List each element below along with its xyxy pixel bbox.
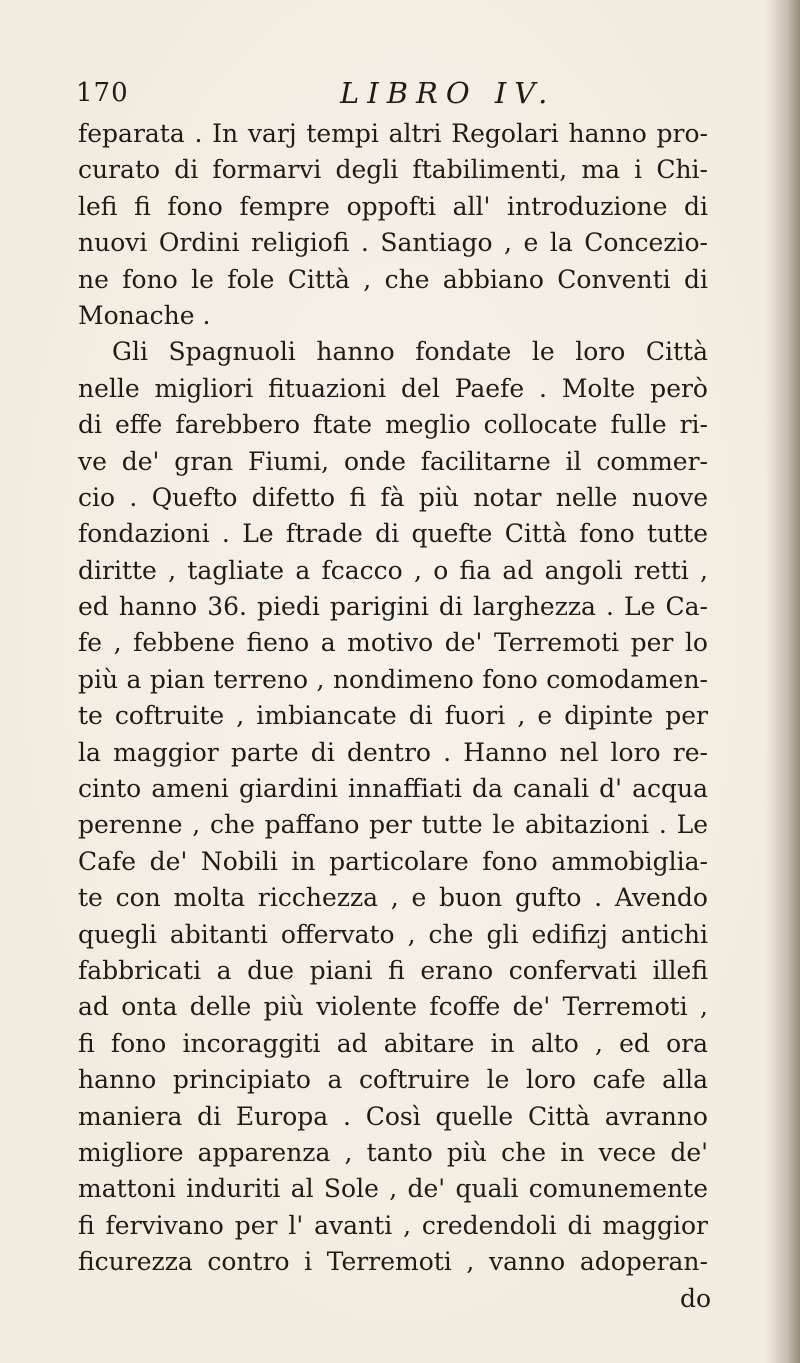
text-line: feparata . In varj tempi altri Regolari hanno pro- [78,119,708,148]
text-line: la maggior parte di dentro . Hanno nel loro re- [78,737,708,767]
text-line: fi fono incoraggiti ad abitare in alto , ed ora [78,1028,708,1058]
text-line: mattoni induriti al Sole , de' quali comunemente [78,1174,708,1204]
text-line: te coftruite , imbiancate di fuori , e dipinte per [78,701,708,731]
text-line: cinto ameni giardini innaffiati da canali d' acqua [78,774,708,804]
text-line: ed hanno 36. piedi parigini di larghezza . Le Ca- [78,592,708,622]
catchword: do [680,1284,712,1313]
text-line: ne fono le fole Città , che abbiano Conventi di [78,264,708,294]
text-line: lefi fi fono fempre oppofti all' introduzione di [78,191,708,221]
text-line: Cafe de' Nobili in particolare fono ammobiglia- [78,846,708,876]
body-text [78,116,708,1281]
page-gutter-shadow [766,0,800,1363]
text-line: più a pian terreno , nondimeno fono comodamen- [78,664,708,694]
page-number: 170 [76,78,129,108]
text-line: Monache . [78,300,211,330]
text-line: migliore apparenza , tanto più che in vece de' [78,1137,708,1167]
text-line: nelle migliori fituazioni del Paefe . Molte però [78,373,708,403]
text-line: cio . Quefto difetto fi fà più notar nelle nuove [78,482,708,512]
text-line: ficurezza contro i Terremoti , vanno adoperan- [78,1247,708,1277]
text-line: hanno principiato a coftruire le loro cafe alla [78,1065,708,1095]
text-line: fondazioni . Le ftrade di quefte Città fono tutte [78,519,708,549]
text-line: fabbricati a due piani fi erano confervati illefi [78,955,708,985]
text-line: diritte , tagliate a fcacco , o fia ad angoli retti , [78,555,708,585]
text-line: Gli Spagnuoli hanno fondate le loro Città [112,337,708,367]
text-line: ad onta delle più violente fcoffe de' Terremoti , [78,992,708,1022]
page-header [76,76,716,116]
text-line: fe , febbene fieno a motivo de' Terremoti per lo [78,628,708,658]
text-line: nuovi Ordini religiofi . Santiago , e la Concezio- [78,228,708,258]
text-line: maniera di Europa . Così quelle Città avranno [78,1101,708,1131]
text-line: ve de' gran Fiumi, onde facilitarne il commer- [78,446,708,476]
text-line: fi fervivano per l' avanti , credendoli di maggior [78,1210,708,1240]
text-line: di effe farebbero ftate meglio collocate fulle ri- [78,410,708,440]
running-head: LIBRO IV. [340,76,556,110]
text-line: perenne , che paffano per tutte le abitazioni . Le [78,810,708,840]
text-line: curato di formarvi degli ftabilimenti, ma i Chi- [78,155,708,185]
text-line: quegli abitanti offervato , che gli edifizj antichi [78,919,708,949]
text-line: te con molta ricchezza , e buon gufto . Avendo [78,883,708,913]
